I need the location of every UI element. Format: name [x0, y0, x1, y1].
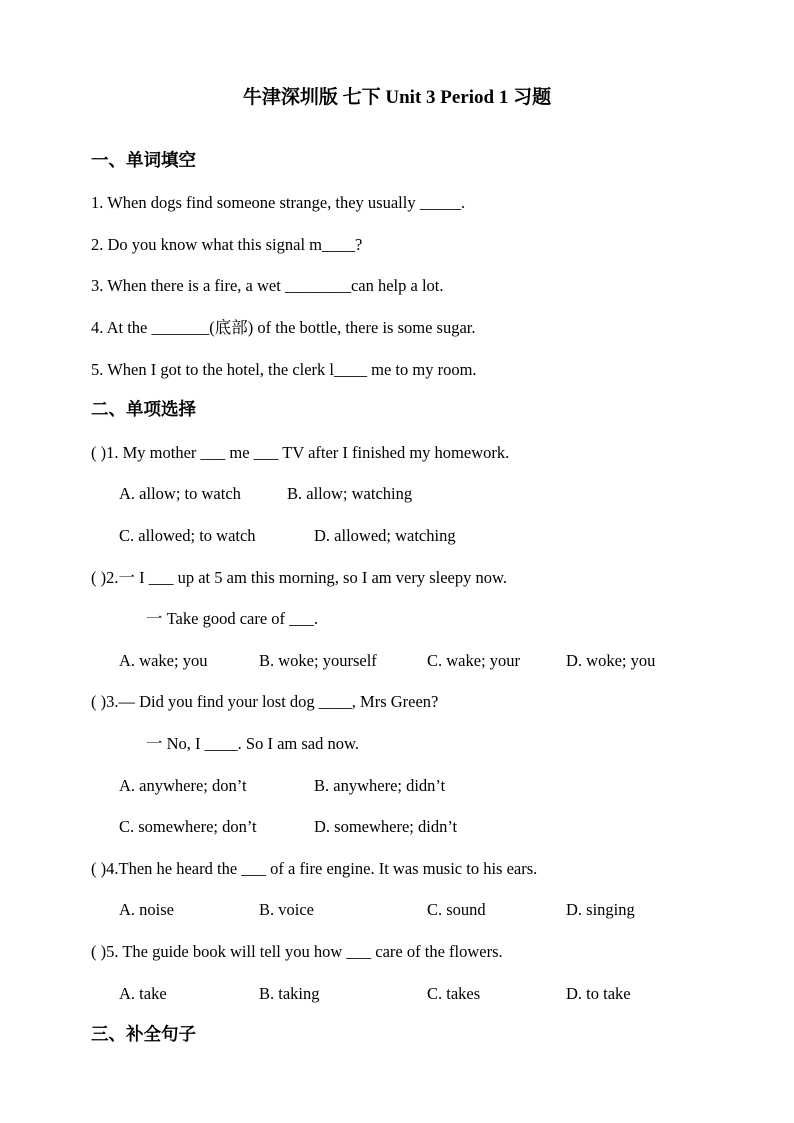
- q3-option-b: B. anywhere; didn’t: [314, 776, 446, 795]
- fill-question-2: 2. Do you know what this signal m____?: [91, 235, 363, 254]
- q5-option-a: A. take: [119, 984, 167, 1003]
- fill-question-1: 1. When dogs find someone strange, they usually _____.: [91, 193, 466, 212]
- choice-question-1: ( )1. My mother ___ me ___ TV after I finished my homework.: [91, 443, 510, 462]
- q2-option-a: A. wake; you: [119, 651, 208, 670]
- q3-option-a: A. anywhere; don’t: [119, 776, 247, 795]
- q4-option-b: B. voice: [259, 900, 314, 919]
- fill-question-4: 4. At the _______(底部) of the bottle, there is some sugar.: [91, 318, 476, 337]
- q5-option-d: D. to take: [566, 984, 631, 1003]
- q5-option-b: B. taking: [259, 984, 320, 1003]
- q4-option-a: A. noise: [119, 900, 174, 919]
- q1-option-c: C. allowed; to watch: [119, 526, 256, 545]
- choice-question-2: ( )2.一 I ___ up at 5 am this morning, so I am very sleepy now.: [91, 568, 507, 587]
- q1-option-d: D. allowed; watching: [314, 526, 456, 545]
- q2-option-d: D. woke; you: [566, 651, 656, 670]
- page-title: 牛津深圳版 七下 Unit 3 Period 1 习题: [242, 87, 552, 108]
- fill-question-3: 3. When there is a fire, a wet ________can help a lot.: [91, 276, 444, 295]
- q1-option-b: B. allow; watching: [287, 484, 413, 503]
- q5-option-c: C. takes: [427, 984, 481, 1003]
- q3-option-d: D. somewhere; didn’t: [314, 817, 458, 836]
- choice-question-3: ( )3.— Did you find your lost dog ____, Mrs Green?: [91, 692, 439, 711]
- q4-option-d: D. singing: [566, 900, 635, 919]
- q2-reply: 一 Take good care of ___.: [146, 609, 319, 628]
- choice-question-5: ( )5. The guide book will tell you how ___ care of the flowers.: [91, 942, 503, 961]
- fill-question-5: 5. When I got to the hotel, the clerk l____ me to my room.: [91, 360, 477, 379]
- choice-question-4: ( )4.Then he heard the ___ of a fire engine. It was music to his ears.: [91, 859, 538, 878]
- q1-option-a: A. allow; to watch: [119, 484, 241, 503]
- section-heading-word-fill: 一、单词填空: [91, 151, 196, 171]
- q3-option-c: C. somewhere; don’t: [119, 817, 257, 836]
- section-heading-complete-sentences: 三、补全句子: [91, 1025, 196, 1045]
- section-heading-multiple-choice: 二、单项选择: [91, 400, 196, 420]
- q2-option-c: C. wake; your: [427, 651, 521, 670]
- q4-option-c: C. sound: [427, 900, 486, 919]
- q3-reply: 一 No, I ____. So I am sad now.: [146, 734, 359, 753]
- q2-option-b: B. woke; yourself: [259, 651, 377, 670]
